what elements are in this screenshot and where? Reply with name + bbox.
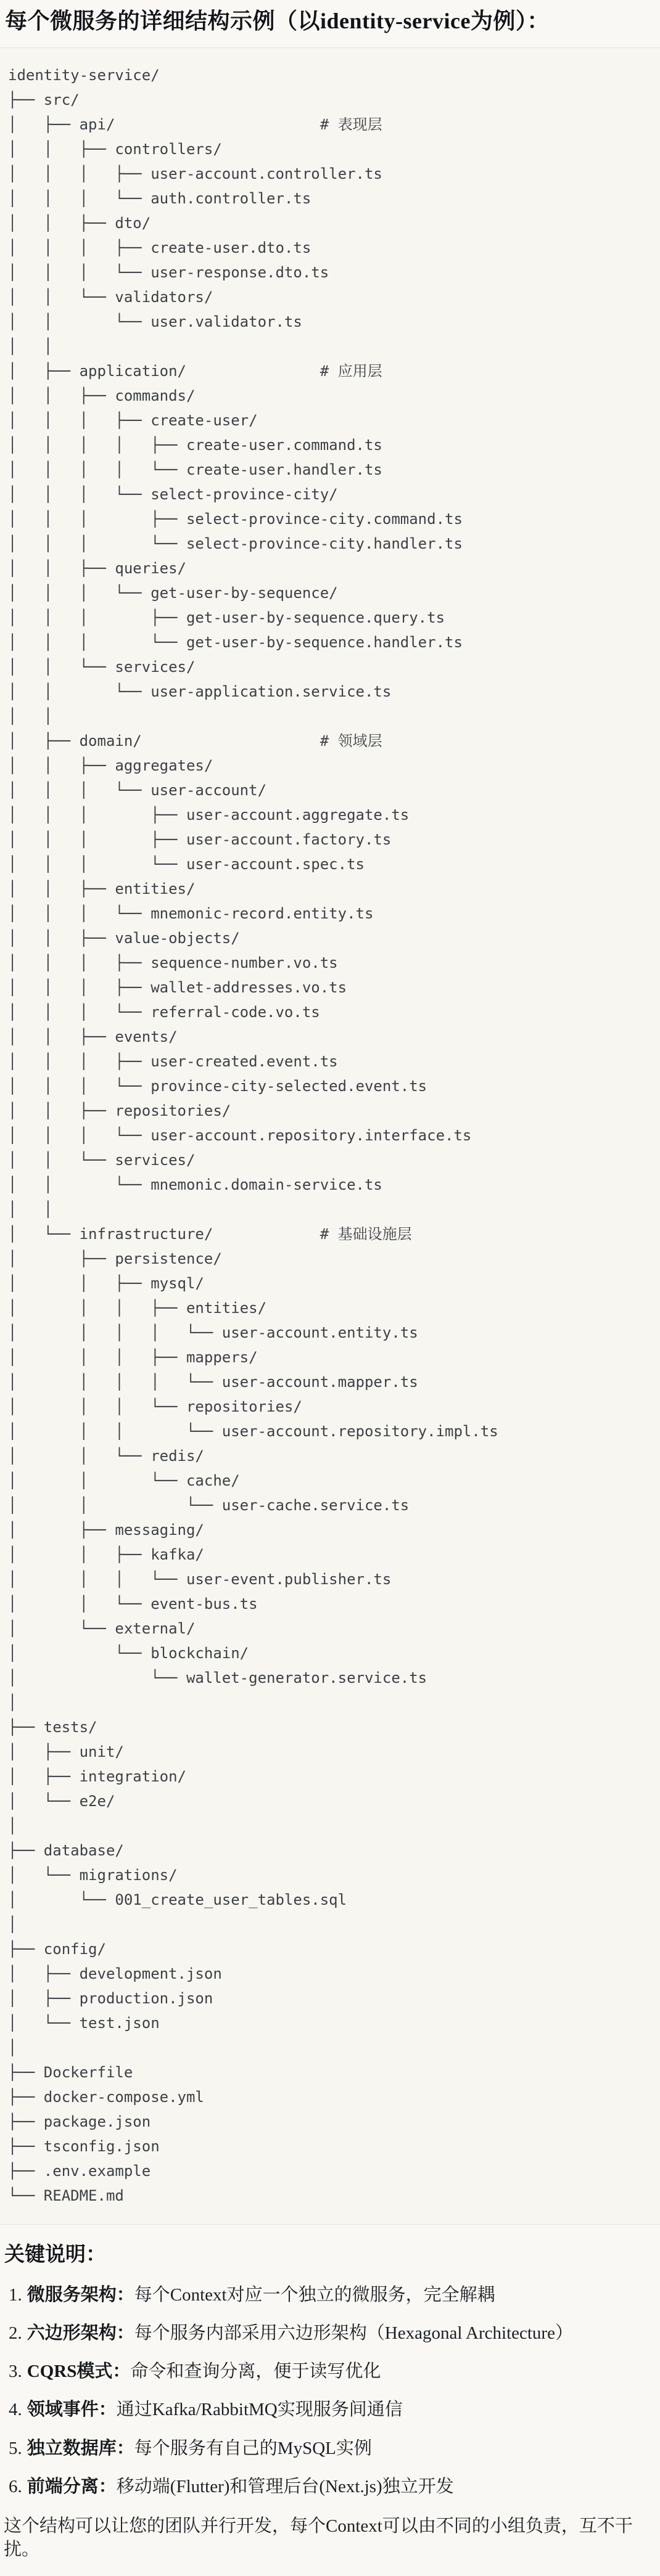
- tree-line: │ ├── development.json: [8, 1965, 222, 1982]
- tree-line: │ │ │ ├── select-province-city.command.ts: [8, 510, 463, 528]
- tree-line: │ └── test.json: [8, 2014, 160, 2032]
- tree-line: │ │ │ │ └── user-account.entity.ts: [8, 1324, 418, 1341]
- list-item: [9, 2398, 658, 2421]
- tree-line: │ │ │ ├── mappers/: [8, 1349, 258, 1366]
- tree-line: └── README.md: [8, 2187, 124, 2204]
- tree-line: │ │ │ └── user-response.dto.ts: [8, 264, 329, 281]
- tree-line: │ └── blockchain/: [8, 1645, 249, 1662]
- list-item-colon: ：: [112, 2361, 131, 2382]
- tree-line: │ │ │ └── user-event.publisher.ts: [8, 1571, 392, 1588]
- list-item-content: [27, 2437, 372, 2459]
- list-item-content: [27, 2476, 454, 2498]
- tree-line: │ │ ├── aggregates/: [8, 757, 213, 774]
- list-item: [9, 2322, 658, 2344]
- tree-line: │ ├── messaging/: [8, 1521, 204, 1539]
- list-item-label: 独立数据库: [27, 2438, 117, 2458]
- tree-line: │ │ │ ├── create-user.dto.ts: [8, 239, 311, 256]
- tree-line: │ │ │ └── province-city-selected.event.ts: [8, 1077, 427, 1095]
- list-item-number: 6.: [9, 2476, 22, 2496]
- tree-line: │ │ └── event-bus.ts: [8, 1595, 258, 1613]
- tree-line: │ ├── production.json: [8, 1990, 213, 2007]
- notes-ordered-list: [2, 2284, 658, 2498]
- list-item-content: [27, 2284, 495, 2306]
- list-item-content: [27, 2322, 573, 2344]
- tree-line: │ │ ├── repositories/: [8, 1102, 231, 1119]
- tree-line: │ │ └── services/: [8, 1151, 196, 1169]
- list-item-label: 前端分离: [27, 2476, 99, 2496]
- tree-line: │ │ │ └── select-province-city/: [8, 486, 338, 503]
- tree-line: │ └── wallet-generator.service.ts: [8, 1669, 427, 1687]
- tree-line: │ │ ├── entities/: [8, 880, 196, 898]
- tree-line: ├── tsconfig.json: [8, 2138, 160, 2155]
- list-item: [9, 2284, 658, 2306]
- tree-line: │ │ │ │ └── create-user.handler.ts: [8, 461, 382, 478]
- tree-line: │: [8, 1916, 17, 1933]
- list-item-text: 命令和查询分离，便于读写优化: [130, 2361, 381, 2382]
- tree-line: ├── Dockerfile: [8, 2064, 133, 2081]
- tree-line: │ │ │ ├── user-created.event.ts: [8, 1053, 338, 1070]
- tree-line: │ │ │ └── repositories/: [8, 1398, 302, 1415]
- tree-line: │ │ └── mnemonic.domain-service.ts: [8, 1176, 382, 1193]
- tree-line: │ │: [8, 708, 53, 725]
- tree-line: │ │ │ └── user-account.repository.impl.ts: [8, 1423, 498, 1440]
- tree-line: │: [8, 1817, 17, 1834]
- list-item-colon: ：: [116, 2438, 134, 2458]
- tree-line: ├── package.json: [8, 2113, 151, 2130]
- tree-line: │ ├── persistence/: [8, 1250, 222, 1267]
- tree-line: │ │ └── user-cache.service.ts: [8, 1497, 410, 1514]
- tree-line: ├── docker-compose.yml: [8, 2088, 204, 2106]
- tree-line: │ ├── unit/: [8, 1743, 124, 1760]
- tree-line: │ └── e2e/: [8, 1793, 115, 1810]
- tree-line: │ │ │ └── user-account/: [8, 782, 267, 799]
- tree-line: │ │ ├── commands/: [8, 387, 196, 404]
- list-item-text: 移动端(Flutter)和管理后台(Next.js)独立开发: [116, 2476, 454, 2496]
- tree-line: │: [8, 2039, 17, 2056]
- tree-line: │ │ │ ├── user-account.factory.ts: [8, 831, 392, 848]
- tree-line: │ └── 001_create_user_tables.sql: [8, 1891, 347, 1908]
- tree-line: │ ├── domain/ # 领域层: [8, 732, 382, 750]
- tree-line: │ │ └── user.validator.ts: [8, 313, 302, 330]
- tree-line: │ └── infrastructure/ # 基础设施层: [8, 1225, 412, 1243]
- list-item-colon: ：: [98, 2400, 117, 2420]
- list-item: [9, 2437, 658, 2459]
- tree-line: │ │ │ ├── get-user-by-sequence.query.ts: [8, 609, 445, 626]
- tree-line: │ │ ├── value-objects/: [8, 930, 240, 947]
- tree-line: │ │ │ │ ├── create-user.command.ts: [8, 436, 382, 454]
- tree-line: │ │ │ └── user-account.spec.ts: [8, 856, 365, 873]
- notes-section-heading: 关键说明：: [4, 2244, 106, 2266]
- list-item-text: 通过Kafka/RabbitMQ实现服务间通信: [116, 2400, 403, 2420]
- tree-line: │ │ │ ├── user-account.controller.ts: [8, 165, 382, 182]
- tree-line: ├── tests/: [8, 1719, 97, 1736]
- tree-line: ├── config/: [8, 1940, 106, 1958]
- list-item-label: 微服务架构: [27, 2284, 117, 2305]
- tree-line: │ │: [8, 338, 53, 355]
- tree-line: │ │ └── user-application.service.ts: [8, 683, 392, 700]
- tree-line: │ │ ├── controllers/: [8, 141, 222, 158]
- tree-line: │ │ ├── events/: [8, 1028, 178, 1045]
- tree-line: │ │ │ └── get-user-by-sequence.handler.ts: [8, 634, 463, 651]
- list-item-number: 2.: [9, 2323, 22, 2343]
- tree-line: ├── database/: [8, 1842, 124, 1859]
- list-item: [9, 2476, 658, 2498]
- tree-line: identity-service/: [8, 67, 160, 84]
- list-item-number: 4.: [9, 2400, 22, 2420]
- tree-line: │ ├── integration/: [8, 1768, 186, 1785]
- tree-line: │ │ ├── queries/: [8, 560, 186, 577]
- tree-line: │ │: [8, 1201, 53, 1218]
- tree-line: │ │ │ └── user-account.repository.interface.ts: [8, 1127, 472, 1144]
- tree-line: │ │ │ └── select-province-city.handler.ts: [8, 535, 463, 552]
- tree-line: │ │ │ │ └── user-account.mapper.ts: [8, 1373, 418, 1391]
- list-item-label: 六边形架构: [27, 2323, 117, 2343]
- list-item-text: 每个服务内部采用六边形架构（Hexagonal Architecture）: [134, 2323, 573, 2343]
- tree-line: │ │ │ └── referral-code.vo.ts: [8, 1004, 320, 1021]
- list-item-label: CQRS模式: [27, 2361, 113, 2382]
- tree-line: │ └── migrations/: [8, 1867, 178, 1884]
- tree-line: │ ├── api/ # 表现层: [8, 116, 382, 133]
- tree-line: │ │ │ ├── wallet-addresses.vo.ts: [8, 979, 347, 996]
- closing-paragraph: 这个结构可以让您的团队并行开发，每个Context可以由不同的小组负责，互不干扰。: [4, 2516, 633, 2559]
- file-tree-code-block: [0, 47, 660, 2225]
- list-item-colon: ：: [116, 2284, 134, 2305]
- tree-line: │ │ ├── kafka/: [8, 1546, 204, 1563]
- list-item-number: 1.: [9, 2284, 22, 2305]
- tree-line: │ ├── application/ # 应用层: [8, 362, 382, 380]
- list-item-number: 5.: [9, 2438, 22, 2458]
- list-item-colon: ：: [116, 2323, 134, 2343]
- list-item-content: [27, 2360, 381, 2382]
- tree-line: │ │ │ ├── create-user/: [8, 412, 258, 429]
- tree-line: │ └── external/: [8, 1620, 196, 1637]
- tree-line: │ │ │ ├── user-account.aggregate.ts: [8, 806, 410, 824]
- list-item: [9, 2360, 658, 2382]
- tree-line: │ │ └── services/: [8, 658, 196, 676]
- tree-line: │ │ │ ├── entities/: [8, 1299, 267, 1317]
- tree-line: │ │ │ └── auth.controller.ts: [8, 190, 311, 207]
- tree-line: │ │ └── redis/: [8, 1447, 204, 1465]
- tree-line: ├── src/: [8, 91, 80, 108]
- tree-line: │ │ ├── mysql/: [8, 1275, 204, 1292]
- list-item-content: [27, 2398, 403, 2421]
- tree-line: │ │ ├── dto/: [8, 215, 151, 232]
- list-item-number: 3.: [9, 2361, 22, 2382]
- tree-line: │ │ │ └── mnemonic-record.entity.ts: [8, 905, 374, 922]
- page-title: 每个微服务的详细结构示例（以identity-service为例）：: [5, 9, 550, 33]
- list-item-label: 领域事件: [27, 2400, 99, 2420]
- tree-line: │ │ │ ├── sequence-number.vo.ts: [8, 954, 338, 971]
- list-item-text: 每个服务有自己的MySQL实例: [134, 2438, 372, 2458]
- tree-line: │ │ │ └── get-user-by-sequence/: [8, 584, 338, 602]
- tree-line: │: [8, 1694, 17, 1711]
- tree-line: │ │ └── cache/: [8, 1472, 240, 1489]
- tree-line: ├── .env.example: [8, 2162, 151, 2180]
- list-item-colon: ：: [98, 2476, 117, 2496]
- list-item-text: 每个Context对应一个独立的微服务，完全解耦: [134, 2284, 495, 2305]
- tree-line: │ │ └── validators/: [8, 288, 213, 306]
